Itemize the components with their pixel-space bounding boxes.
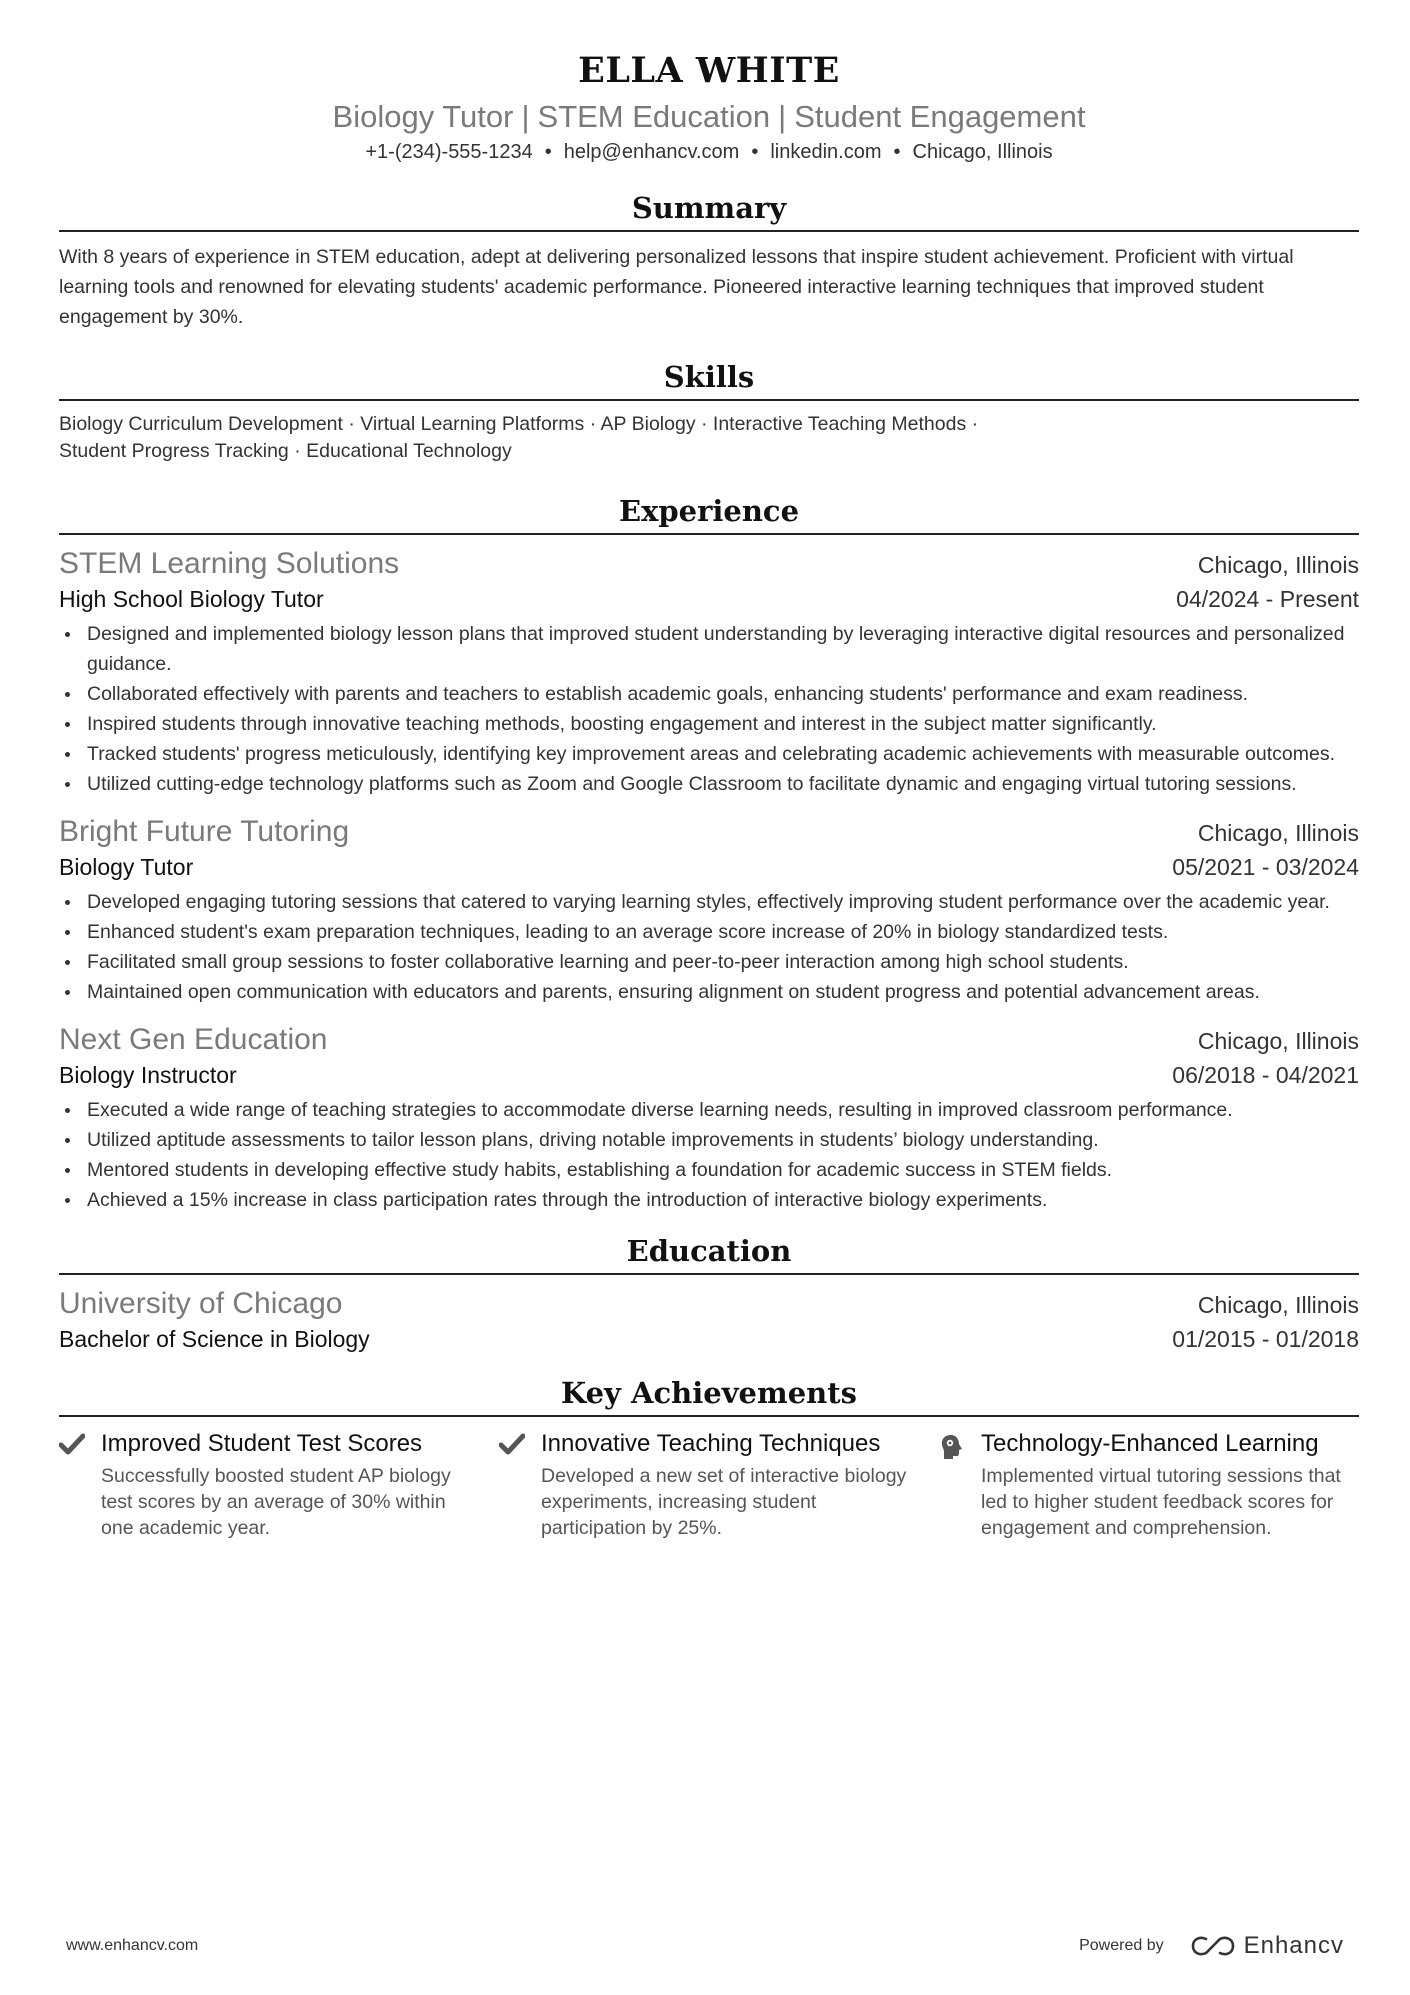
checkmark-icon — [499, 1427, 541, 1541]
job-location: Chicago, Illinois — [1197, 1028, 1359, 1054]
candidate-name: ELLA WHITE — [578, 50, 840, 91]
section-title-education: Education — [626, 1234, 792, 1268]
bullet-item: Mentored students in developing effective study habits, establishing a foundation for academic success in STEM fields. — [59, 1155, 1359, 1185]
skills-line-2: Student Progress Tracking · Educational Technology — [59, 440, 512, 462]
education-dates: 01/2015 - 01/2018 — [1172, 1326, 1359, 1352]
experience-entry — [59, 1021, 1359, 1215]
job-dates: 06/2018 - 04/2021 — [1172, 1062, 1359, 1088]
achievement-item — [499, 1427, 919, 1541]
job-bullets — [59, 887, 1359, 1007]
enhancv-logo-icon — [1190, 1934, 1236, 1958]
school-location: Chicago, Illinois — [1197, 1292, 1359, 1318]
resume-content — [59, 46, 1359, 1541]
job-bullets — [59, 619, 1359, 799]
checkmark-icon — [59, 1427, 101, 1541]
bullet-item: Designed and implemented biology lesson plans that improved student understanding by leveraging interactive digital resources and personalized guidance. — [59, 619, 1359, 679]
job-location: Chicago, Illinois — [1197, 552, 1359, 578]
achievements-list — [59, 1427, 1359, 1541]
location: Chicago, Illinois — [912, 141, 1053, 163]
enhancv-logo[interactable] — [1190, 1932, 1344, 1960]
headline-separator: | — [521, 99, 530, 134]
experience-entry — [59, 813, 1359, 1007]
bullet-item: Facilitated small group sessions to foster collaborative learning and peer-to-peer interaction among high school students. — [59, 947, 1359, 977]
section-divider — [59, 399, 1359, 401]
phone[interactable]: +1-(234)-555-1234 — [365, 141, 533, 163]
summary-text: With 8 years of experience in STEM education, adept at delivering personalized lessons that inspire student achievement. Proficient with virtual learning tools and renowned for elevating students' academic performance. Pioneered interactive learning techniques that improved student engagement by 30%. — [59, 246, 1294, 328]
school-name: University of Chicago — [59, 1287, 343, 1320]
job-title: Biology Tutor — [59, 854, 194, 880]
summary-section — [59, 188, 1359, 332]
job-dates: 04/2024 - Present — [1176, 586, 1359, 612]
section-title-skills: Skills — [663, 360, 755, 394]
achievement-description: Successfully boosted student AP biology test scores by an average of 30% within one academic year. — [101, 1465, 451, 1539]
contact-separator: • — [751, 141, 759, 163]
skills-line-1: Biology Curriculum Development · Virtual Learning Platforms · AP Biology · Interactive Teaching Methods · — [59, 413, 979, 435]
resume-header — [59, 46, 1359, 166]
degree: Bachelor of Science in Biology — [59, 1326, 370, 1352]
company-name: STEM Learning Solutions — [59, 547, 400, 580]
section-title-achievements: Key Achievements — [561, 1376, 857, 1410]
bullet-item: Developed engaging tutoring sessions that catered to varying learning styles, effectively improving student performance over the academic year. — [59, 887, 1359, 917]
achievement-item — [939, 1427, 1359, 1541]
page-footer — [66, 1932, 1344, 1960]
bullet-item: Inspired students through innovative teaching methods, boosting engagement and interest in the subject matter significantly. — [59, 709, 1359, 739]
bullet-item: Enhanced student's exam preparation techniques, leading to an average score increase of 20% in biology standardized tests. — [59, 917, 1359, 947]
section-title-summary: Summary — [631, 191, 787, 225]
bullet-item: Collaborated effectively with parents and teachers to establish academic goals, enhancing students' performance and exam readiness. — [59, 679, 1359, 709]
company-name: Bright Future Tutoring — [59, 815, 350, 848]
job-bullets — [59, 1095, 1359, 1215]
bullet-item: Executed a wide range of teaching strategies to accommodate diverse learning needs, resulting in improved classroom performance. — [59, 1095, 1359, 1125]
contact-line — [59, 138, 1359, 166]
enhancv-logo-text: Enhancv — [1243, 1932, 1344, 1959]
section-divider — [59, 1273, 1359, 1275]
footer-website-link[interactable]: www.enhancv.com — [66, 1937, 199, 1954]
skills-section — [59, 357, 1359, 465]
brain-head-icon — [939, 1427, 981, 1541]
achievements-section — [59, 1373, 1359, 1541]
job-title: High School Biology Tutor — [59, 586, 324, 612]
email[interactable]: help@enhancv.com — [563, 141, 740, 163]
achievement-title: Innovative Teaching Techniques — [541, 1430, 881, 1457]
bullet-item: Utilized aptitude assessments to tailor lesson plans, driving notable improvements in students’ biology understanding. — [59, 1125, 1359, 1155]
achievement-title: Technology-Enhanced Learning — [981, 1430, 1319, 1457]
experience-section — [59, 491, 1359, 1215]
contact-separator: • — [893, 141, 901, 163]
linkedin-link[interactable]: linkedin.com — [770, 141, 882, 163]
headline-separator: | — [778, 99, 787, 134]
experience-entry — [59, 545, 1359, 799]
job-title: Biology Instructor — [59, 1062, 237, 1088]
headline-part: Biology Tutor — [332, 99, 514, 134]
powered-by-label: Powered by — [1079, 1937, 1164, 1954]
contact-separator: • — [544, 141, 552, 163]
headline — [59, 98, 1359, 136]
achievement-item — [59, 1427, 479, 1541]
bullet-item: Utilized cutting-edge technology platforms such as Zoom and Google Classroom to facilitate dynamic and engaging virtual tutoring sessions. — [59, 769, 1359, 799]
headline-part: STEM Education — [537, 99, 771, 134]
headline-part: Student Engagement — [794, 99, 1086, 134]
bullet-item: Achieved a 15% increase in class participation rates through the introduction of interactive biology experiments. — [59, 1185, 1359, 1215]
section-divider — [59, 533, 1359, 535]
section-divider — [59, 1415, 1359, 1417]
achievement-title: Improved Student Test Scores — [101, 1430, 423, 1457]
section-title-experience: Experience — [618, 494, 800, 528]
achievement-description: Developed a new set of interactive biology experiments, increasing student participation by 25%. — [541, 1465, 907, 1539]
job-dates: 05/2021 - 03/2024 — [1172, 854, 1359, 880]
achievement-description: Implemented virtual tutoring sessions that led to higher student feedback scores for engagement and comprehension. — [981, 1465, 1341, 1539]
job-location: Chicago, Illinois — [1197, 820, 1359, 846]
section-divider — [59, 230, 1359, 232]
bullet-item: Tracked students' progress meticulously, identifying key improvement areas and celebrating academic achievements with measurable outcomes. — [59, 739, 1359, 769]
skills-line — [59, 411, 1359, 465]
bullet-item: Maintained open communication with educators and parents, ensuring alignment on student progress and potential advancement areas. — [59, 977, 1359, 1007]
company-name: Next Gen Education — [59, 1023, 328, 1056]
footer-branding — [1079, 1932, 1344, 1960]
education-section — [59, 1231, 1359, 1355]
